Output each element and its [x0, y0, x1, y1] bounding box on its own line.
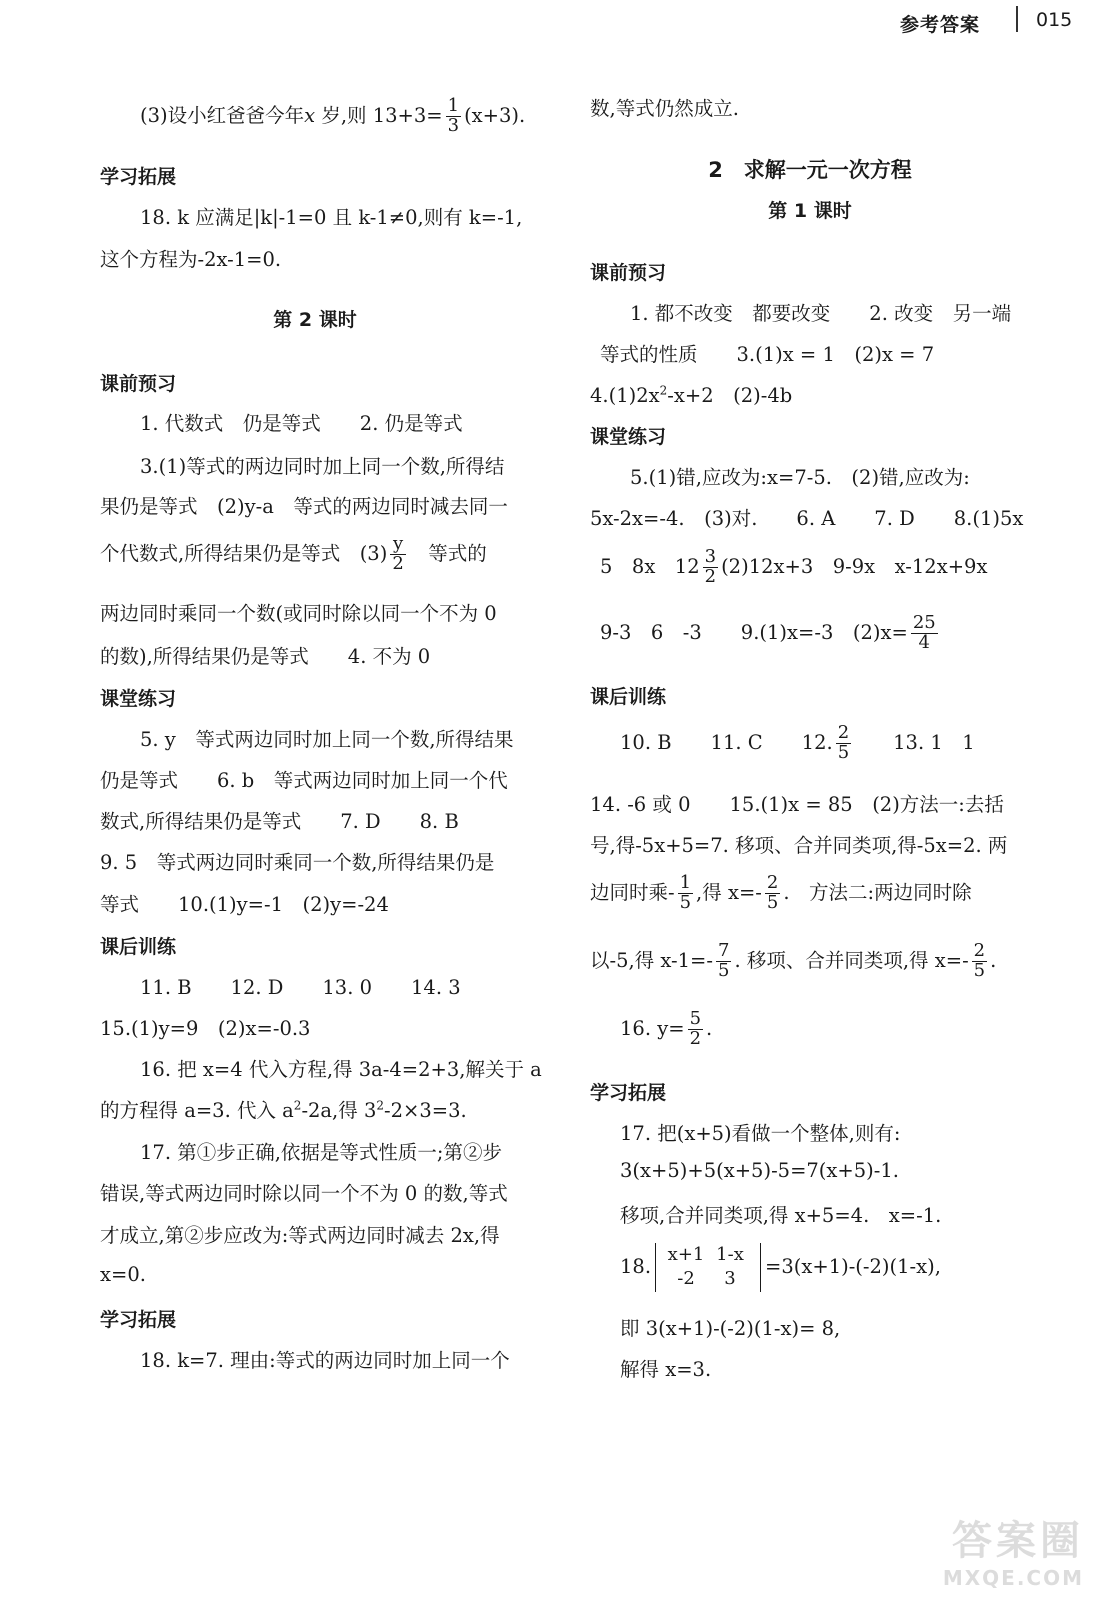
answer-line: 两边同时乘同一个数(或同时除以同一个不为 0 — [100, 602, 497, 625]
section-heading: 课堂练习 — [590, 426, 667, 448]
section-heading: 课后训练 — [590, 686, 667, 708]
fraction: $\frac{5}{2}$ — [689, 1008, 702, 1049]
determinant: x+1 1-x -2 3 — [655, 1243, 761, 1292]
answer-line: 3(x+5)+5(x+5)-5=7(x+5)-1. — [620, 1159, 899, 1182]
answer-line: 号,得-5x+5=7. 移项、合并同类项,得-5x=2. 两 — [590, 834, 1008, 857]
fraction: $\frac{2}{5}$ — [766, 872, 779, 913]
fraction: $\frac{2}{5}$ — [973, 940, 986, 981]
answer-line: 17. 把(x+5)看做一个整体,则有: — [620, 1122, 901, 1145]
answer-line: 18. x+1 1-x -2 3 =3(x+1)-(-2)(1-x), — [620, 1243, 941, 1292]
answer-line: 数,等式仍然成立. — [590, 97, 739, 120]
answer-line: 解得 x=3. — [620, 1358, 712, 1381]
answer-line: 以-5,得 x-1=- $\frac{7}{5}$ . 移项、合并同类项,得 x=- $\frac{2}{5}$ . — [590, 940, 997, 981]
answer-line: 18. k 应满足|k|-1=0 且 k-1≠0,则有 k=-1, — [140, 206, 523, 229]
answer-line: 11. B 12. D 13. 0 14. 3 — [140, 976, 461, 999]
answer-line: 14. -6 或 0 15.(1)x = 85 (2)方法一:去括 — [590, 793, 1004, 816]
fraction: $\frac{25}{4}$ — [912, 612, 936, 653]
answer-line: 的方程得 a=3. 代入 $a^2-2a$,得 $3^2-2\times 3=3$. — [100, 1098, 467, 1122]
answer-line: 才成立,第②步应改为:等式两边同时减去 2x,得 — [100, 1224, 500, 1247]
fraction: $\frac{y}{2}$ — [392, 533, 404, 574]
page-header — [0, 0, 1104, 46]
page-number: 015 — [1036, 9, 1073, 31]
lesson-title: 第 1 课时 — [768, 200, 852, 222]
answer-line: $4.(1)2x^2-x+2$ (2)-4b — [590, 383, 793, 407]
fraction: $\frac{2}{5}$ — [837, 722, 850, 763]
answer-line: 17. 第①步正确,依据是等式性质一;第②步 — [140, 1141, 502, 1164]
answer-line: 10. B 11. C 12. $\frac{2}{5}$ 13. 1 1 — [620, 722, 975, 763]
header-section-title: 参考答案 — [899, 14, 980, 36]
header-divider — [1016, 6, 1018, 32]
answer-line: 的数),所得结果仍是等式 4. 不为 0 — [100, 645, 431, 668]
watermark: 答案圈 MXQE.COM — [942, 1518, 1084, 1590]
chapter-title: 2 求解一元一次方程 — [708, 158, 912, 182]
fraction: $\frac{1}{5}$ — [679, 872, 692, 913]
answer-line: 9. 5 等式两边同时乘同一个数,所得结果仍是 — [100, 851, 495, 874]
answer-line: 个代数式,所得结果仍是等式 (3) $\frac{y}{2}$ 等式的 — [100, 533, 487, 574]
section-heading: 课堂练习 — [100, 688, 177, 710]
answer-line: 16. y= $\frac{5}{2}$ . — [620, 1008, 713, 1049]
answer-line: 数式,所得结果仍是等式 7. D 8. B — [100, 810, 459, 833]
answer-line: 5x-2x=-4. (3)对. 6. A 7. D 8.(1)5x — [590, 507, 1024, 530]
answer-line: 16. 把 x=4 代入方程,得 3a-4=2+3,解关于 a — [140, 1058, 542, 1081]
answer-line: 等式 10.(1)y=-1 (2)y=-24 — [100, 893, 389, 916]
answer-line: 5.(1)错,应改为:x=7-5. (2)错,应改为: — [630, 466, 970, 489]
answer-line: 即 3(x+1)-(-2)(1-x)= 8, — [620, 1317, 841, 1340]
answer-line: 5. y 等式两边同时加上同一个数,所得结果 — [140, 728, 514, 751]
section-heading: 学习拓展 — [100, 1309, 177, 1331]
answer-line: 边同时乘- $\frac{1}{5}$ ,得 x=- $\frac{2}{5}$ . 方法二:两边同时除 — [590, 872, 972, 913]
answer-line: 1. 都不改变 都要改变 2. 改变 另一端 — [630, 302, 1012, 325]
section-heading: 课后训练 — [100, 936, 177, 958]
answer-line: 18. k=7. 理由:等式的两边同时加上同一个 — [140, 1349, 510, 1372]
answer-line: 错误,等式两边同时除以同一个不为 0 的数,等式 — [100, 1182, 508, 1205]
fraction: $\frac{3}{2}$ — [704, 546, 717, 587]
answer-line: (3)设小红爸爸今年x 岁,则 13+3= $\frac{1}{3}$ (x+3). — [140, 95, 526, 136]
answer-line: x=0. — [100, 1263, 146, 1286]
answer-line: 15.(1)y=9 (2)x=-0.3 — [100, 1017, 311, 1040]
answer-line: 5 8x 12 $\frac{3}{2}$ (2)12x+3 9-9x x-12x+9x — [600, 546, 988, 587]
section-heading: 课前预习 — [590, 262, 667, 284]
section-heading: 学习拓展 — [590, 1082, 667, 1104]
answer-line: 移项,合并同类项,得 x+5=4. x=-1. — [620, 1204, 942, 1227]
answer-line: 等式的性质 3.(1)x = 1 (2)x = 7 — [600, 343, 935, 366]
answer-line: 1. 代数式 仍是等式 2. 仍是等式 — [140, 412, 463, 435]
lesson-title: 第 2 课时 — [273, 309, 357, 331]
section-heading: 课前预习 — [100, 373, 177, 395]
section-heading: 学习拓展 — [100, 166, 177, 188]
answer-line: 3.(1)等式的两边同时加上同一个数,所得结 — [140, 455, 505, 478]
fraction: $\frac{7}{5}$ — [717, 940, 730, 981]
answer-line: 这个方程为-2x-1=0. — [100, 248, 282, 271]
fraction: $\frac{1}{3}$ — [447, 95, 460, 136]
answer-line: 仍是等式 6. b 等式两边同时加上同一个代 — [100, 769, 508, 792]
answer-line: 果仍是等式 (2)y-a 等式的两边同时减去同一 — [100, 495, 508, 518]
answer-line: 9-3 6 -3 9.(1)x=-3 (2)x= $\frac{25}{4}$ — [600, 612, 936, 653]
